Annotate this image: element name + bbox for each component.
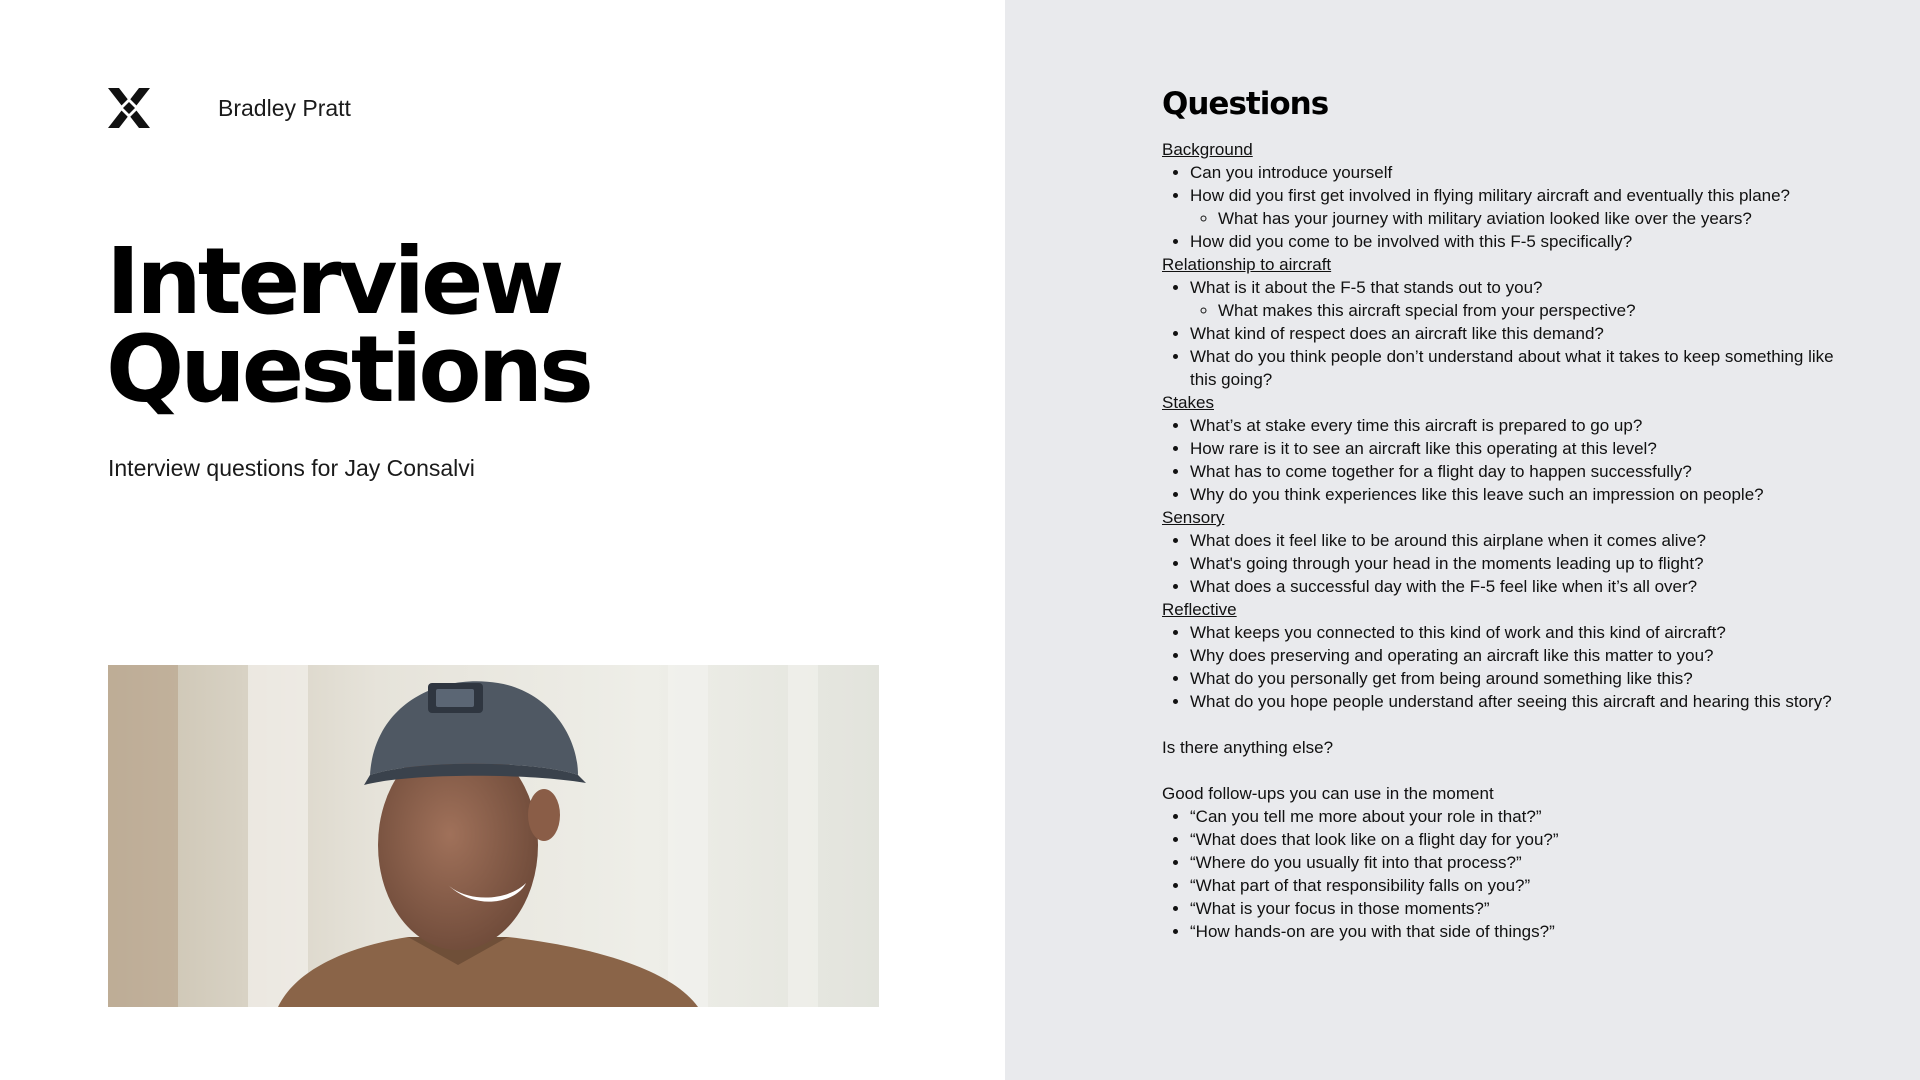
- question-item: [1190, 276, 1842, 322]
- section-title: Stakes: [1162, 393, 1214, 412]
- title-line-1: Interview: [106, 228, 561, 335]
- section-title: Background: [1162, 140, 1253, 159]
- question-item: • What do you personally get from being around something like this?: [1190, 667, 1842, 690]
- questions-heading: Questions: [1162, 86, 1329, 122]
- section-sensory: [1162, 506, 1842, 598]
- question-item: • Can you introduce yourself: [1190, 161, 1842, 184]
- question-item: • What kind of respect does an aircraft like this demand?: [1190, 322, 1842, 345]
- question-item: • What has to come together for a flight day to happen successfully?: [1190, 460, 1842, 483]
- question-item: • What do you hope people understand after seeing this aircraft and hearing this story?: [1190, 690, 1842, 713]
- followups-title: Good follow-ups you can use in the moment: [1162, 784, 1494, 803]
- followup-item: • “What part of that responsibility falls on you?”: [1190, 874, 1842, 897]
- interviewee-photo: [108, 665, 879, 1007]
- closing-question: Is there anything else?: [1162, 738, 1334, 757]
- question-item: • How rare is it to see an aircraft like this operating at this level?: [1190, 437, 1842, 460]
- question-item: • What’s at stake every time this aircraft is prepared to go up?: [1190, 414, 1842, 437]
- followup-item: • “What does that look like on a flight day for you?”: [1190, 828, 1842, 851]
- question-text: What is it about the F-5 that stands out to you?: [1190, 278, 1543, 297]
- question-item: [1190, 184, 1842, 230]
- section-relationship: [1162, 253, 1842, 391]
- followup-item: • “What is your focus in those moments?”: [1190, 897, 1842, 920]
- followup-item: • “How hands-on are you with that side of things?”: [1190, 920, 1842, 943]
- page-title: [106, 228, 590, 423]
- followup-item: • “Where do you usually fit into that process?”: [1190, 851, 1842, 874]
- author-name: Bradley Pratt: [218, 95, 351, 121]
- question-item: • What does it feel like to be around this airplane when it comes alive?: [1190, 529, 1842, 552]
- questions-list: [1162, 138, 1842, 943]
- question-item: • What keeps you connected to this kind of work and this kind of aircraft?: [1190, 621, 1842, 644]
- question-item: • How did you come to be involved with this F-5 specifically?: [1190, 230, 1842, 253]
- page-subtitle: Interview questions for Jay Consalvi: [108, 455, 475, 481]
- x-logo-icon: [106, 86, 152, 130]
- question-item: • What does a successful day with the F-5 feel like when it’s all over?: [1190, 575, 1842, 598]
- section-reflective: [1162, 598, 1842, 713]
- section-background: [1162, 138, 1842, 253]
- section-stakes: [1162, 391, 1842, 506]
- question-item: • What do you think people don’t understand about what it takes to keep something like this going?: [1190, 345, 1842, 391]
- section-title: Relationship to aircraft: [1162, 255, 1332, 274]
- question-item: • What's going through your head in the moments leading up to flight?: [1190, 552, 1842, 575]
- sub-question-item: ◦ What makes this aircraft special from your perspective?: [1218, 299, 1842, 322]
- title-line-2: Questions: [106, 316, 590, 423]
- question-item: • Why does preserving and operating an aircraft like this matter to you?: [1190, 644, 1842, 667]
- followup-item: • “Can you tell me more about your role in that?”: [1190, 805, 1842, 828]
- section-title: Reflective: [1162, 600, 1237, 619]
- question-item: • Why do you think experiences like this leave such an impression on people?: [1190, 483, 1842, 506]
- question-text: How did you first get involved in flying military aircraft and eventually this plane?: [1190, 186, 1791, 205]
- sub-question-item: ◦ What has your journey with military aviation looked like over the years?: [1218, 207, 1842, 230]
- section-title: Sensory: [1162, 508, 1225, 527]
